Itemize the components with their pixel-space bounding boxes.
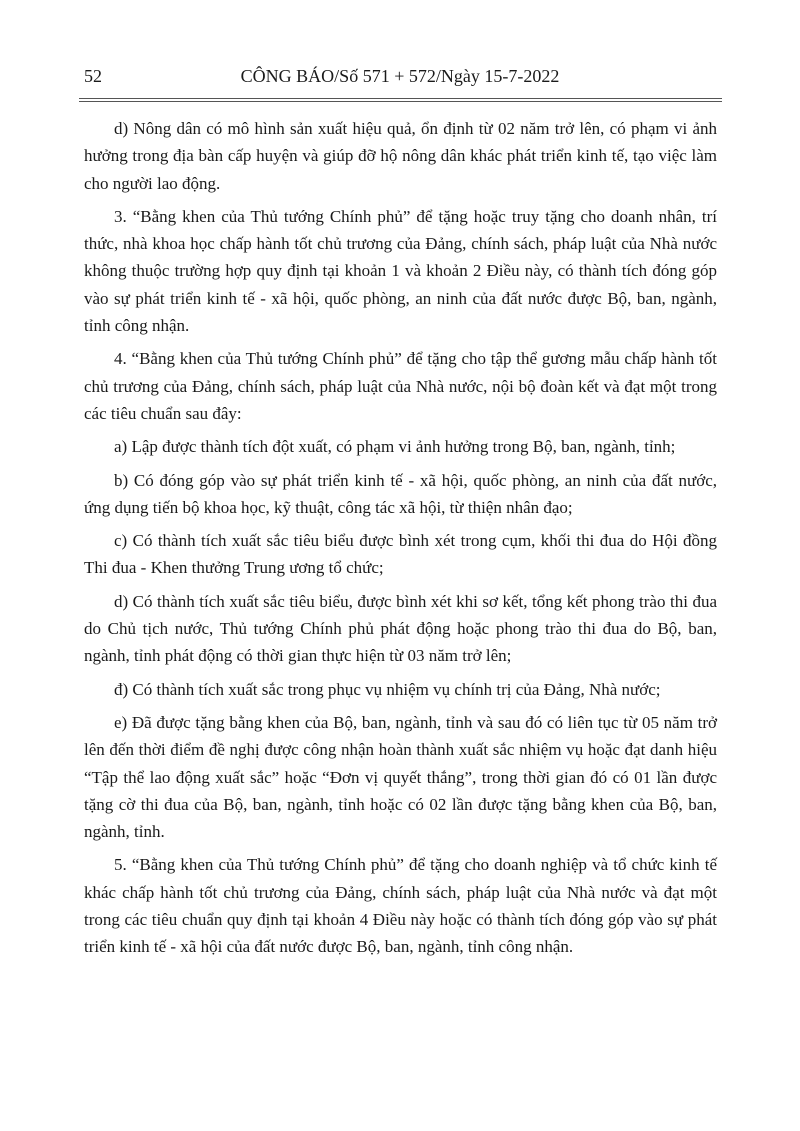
paragraph-4a: a) Lập được thành tích đột xuất, có phạm vi ảnh hưởng trong Bộ, ban, ngành, tỉnh; <box>114 437 676 457</box>
paragraph-clause-4: 4. “Bằng khen của Thủ tướng Chính phủ” để tặng cho tập thể gương mẫu chấp hành tốt chủ trương của Đảng, chính sách, pháp luật của Nhà nước, nội bộ đoàn kết và đạt một trong các tiêu chuẩn sau đây: <box>84 349 717 423</box>
running-title: CÔNG BÁO/Số 571 + 572/Ngày 15-7-2022 <box>240 66 560 86</box>
paragraph-4e: e) Đã được tặng bằng khen của Bộ, ban, ngành, tỉnh và sau đó có liên tục từ 05 năm trở lên đến thời điểm đề nghị được công nhận hoàn thành xuất sắc nhiệm vụ hoặc đạt danh hiệu “Tập thể lao động xuất sắc” hoặc “Đơn vị quyết thắng”, trong thời gian đó có 01 lần được tặng cờ thi đua của Bộ, ban, ngành, tỉnh hoặc có 02 lần được tặng bằng khen của Bộ, ban, ngành, tỉnh. <box>84 712 717 842</box>
paragraph-4c: c) Có thành tích xuất sắc tiêu biểu được bình xét trong cụm, khối thi đua do Hội đồng Thi đua - Khen thưởng Trung ương tổ chức; <box>84 531 717 578</box>
header-rule-top <box>79 98 722 99</box>
paragraph-4dd: đ) Có thành tích xuất sắc trong phục vụ nhiệm vụ chính trị của Đảng, Nhà nước; <box>114 679 661 699</box>
page-number: 52 <box>84 66 102 86</box>
document-body <box>84 115 717 967</box>
header-rule-bottom <box>79 101 722 102</box>
paragraph-4d: d) Có thành tích xuất sắc tiêu biểu, được bình xét khi sơ kết, tổng kết phong trào thi đua do Chủ tịch nước, Thủ tướng Chính phủ phát động hoặc phong trào thi đua do Bộ, ban, ngành, tỉnh phát động có thời gian thực hiện từ 03 năm trở lên; <box>84 591 717 666</box>
paragraph-d-farmers: d) Nông dân có mô hình sản xuất hiệu quả, ổn định từ 02 năm trở lên, có phạm vi ảnh hưởng trong địa bàn cấp huyện và giúp đỡ hộ nông dân khác phát triển kinh tế, tạo việc làm cho người lao động. <box>84 119 717 193</box>
page-header <box>84 66 716 94</box>
paragraph-clause-3: 3. “Bằng khen của Thủ tướng Chính phủ” để tặng hoặc truy tặng cho doanh nhân, trí thức, nhà khoa học chấp hành tốt chủ trương của Đảng, chính sách, pháp luật của Nhà nước không thuộc trường hợp quy định tại khoản 1 và khoản 2 Điều này, có thành tích đóng góp vào sự phát triển kinh tế - xã hội, quốc phòng, an ninh của đất nước được Bộ, ban, ngành, tỉnh công nhận. <box>84 206 717 336</box>
paragraph-clause-5: 5. “Bằng khen của Thủ tướng Chính phủ” để tặng cho doanh nghiệp và tổ chức kinh tế khác chấp hành tốt chủ trương của Đảng, chính sách, pháp luật của Nhà nước và đạt một trong các tiêu chuẩn quy định tại khoản 4 Điều này hoặc có thành tích đóng góp vào sự phát triển kinh tế - xã hội của đất nước được Bộ, ban, ngành, tỉnh công nhận. <box>84 855 717 957</box>
paragraph-4b: b) Có đóng góp vào sự phát triển kinh tế - xã hội, quốc phòng, an ninh của đất nước, ứng dụng tiến bộ khoa học, kỹ thuật, công tác xã hội, từ thiện nhân đạo; <box>84 470 717 517</box>
